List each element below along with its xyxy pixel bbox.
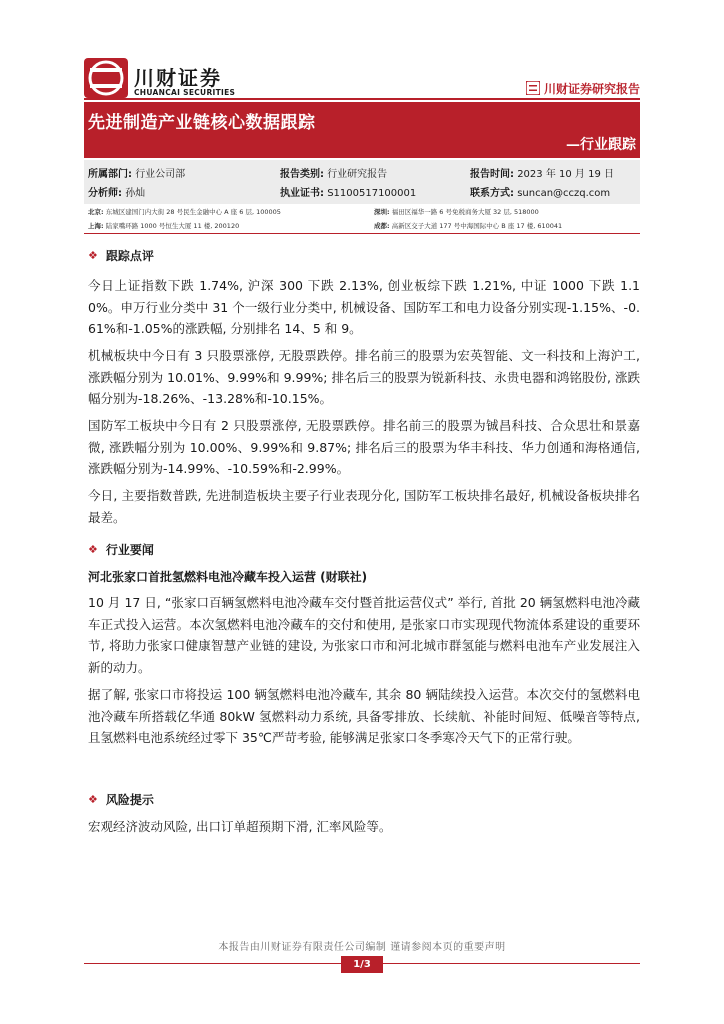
meta-dept: 所属部门: 行业公司部 bbox=[88, 169, 186, 180]
news-paragraph-1: 10 月 17 日, “张家口百辆氢燃料电池冷藏车交付暨首批运营仪式” 举行, 首批 20 辆氢燃料电池冷藏车正式投入运营。本次氢燃料电池冷藏车的交付和使用, 是张家口市实现现代物流体系建设的重要环节, 将助力张家口健康智慧产业链的建设, 为张家口市和河北城市群氢能与燃料电池车产业发展注入新的动力。 bbox=[88, 595, 640, 675]
meta-cert: 执业证书: S1100517100001 bbox=[280, 188, 417, 199]
review-paragraph-4: 今日, 主要指数普跌, 先进制造板块主要子行业表现分化, 国防军工板块排名最好, 机械设备板块排名最差。 bbox=[88, 488, 640, 525]
report-subtitle: —行业跟踪 bbox=[566, 137, 636, 153]
chuancai-logo-icon bbox=[84, 58, 128, 98]
header-divider bbox=[84, 98, 640, 100]
review-paragraph-1: 今日上证指数下跌 1.74%, 沪深 300 下跌 2.13%, 创业板综下跌 1.21%, 中证 1000 下跌 1.10%。申万行业分类中 31 个一级行业分类中, 机械设备、国防军工和电力设备分别实现-1.15%、-0.61%和-1.05%的涨跌幅, 分别排名 14、5 和 9。 bbox=[88, 278, 640, 336]
meta-time: 报告时间: 2023 年 10 月 19 日 bbox=[470, 169, 614, 180]
diamond-icon: ❖ bbox=[88, 543, 98, 556]
page-indicator bbox=[0, 952, 724, 976]
address-shenzhen: 深圳: 福田区福华一路 6 号免税商务大厦 32 层, 518000 bbox=[374, 208, 539, 216]
page-number: 1/3 bbox=[341, 956, 383, 973]
review-paragraph-2: 机械板块中今日有 3 只股票涨停, 无股票跌停。排名前三的股票为宏英智能、文一科技和上海沪工, 涨跌幅分别为 10.01%、9.99%和 9.99%; 排名后三的股票为锐新科技、永贵电器和鸿铭股份, 涨跌幅分别为-18.26%、-13.28%和-10.15%。 bbox=[88, 348, 640, 406]
report-meta bbox=[84, 160, 640, 204]
report-title: 先进制造产业链核心数据跟踪 bbox=[88, 113, 316, 133]
meta-analyst: 分析师: 孙灿 bbox=[88, 188, 146, 199]
address-beijing: 北京: 东城区建国门内大街 28 号民生金融中心 A 座 6 层, 100005 bbox=[88, 208, 281, 216]
meta-contact: 联系方式: suncan@cczq.com bbox=[470, 188, 611, 199]
report-tag-label: 川财证券研究报告 bbox=[543, 81, 640, 96]
news-paragraph-2: 据了解, 张家口市将投运 100 辆氢燃料电池冷藏车, 其余 80 辆陆续投入运营。本次交付的氢燃料电池冷藏车所搭载亿华通 80kW 氢燃料动力系统, 具备零排放、长续航、补能时间短、低噪音等特点, 且氢燃料电池系统经过零下 35℃严苛考验, 能够满足张家口冬季寒冷天气下的正常行驶。 bbox=[88, 687, 640, 745]
section-news-heading: ❖ 行业要闻 bbox=[88, 543, 154, 557]
address-chengdu: 成都: 高新区交子大道 177 号中海国际中心 B 座 17 楼, 610041 bbox=[374, 222, 563, 230]
brand-name-en: CHUANCAI SECURITIES bbox=[134, 88, 236, 97]
address-shanghai: 上海: 陆家嘴环路 1000 号恒生大厦 11 楼, 200120 bbox=[88, 222, 240, 230]
title-banner bbox=[84, 102, 640, 158]
section-review-heading: ❖ 跟踪点评 bbox=[88, 249, 154, 263]
section-risk-heading: ❖ 风险提示 bbox=[88, 793, 154, 807]
meta-type: 报告类别: 行业研究报告 bbox=[280, 169, 388, 180]
news-title: 河北张家口首批氢燃料电池冷藏车投入运营 (财联社) bbox=[88, 570, 368, 584]
office-addresses bbox=[84, 206, 640, 234]
page-header bbox=[84, 56, 640, 104]
diamond-icon: ❖ bbox=[88, 249, 98, 262]
review-paragraph-3: 国防军工板块中今日有 2 只股票涨停, 无股票跌停。排名前三的股票为铖昌科技、合众思壮和景嘉微, 涨跌幅分别为 10.00%、9.99%和 9.87%; 排名后三的股票为华丰科技、华力创通和海格通信, 涨跌幅分别为-14.99%、-10.59%和-2.99%。 bbox=[88, 418, 640, 476]
report-tag bbox=[526, 78, 640, 98]
footer-disclaimer: 本报告由川财证券有限责任公司编制 谨请参阅本页的重要声明 bbox=[218, 942, 506, 953]
mini-logo-icon bbox=[526, 81, 540, 95]
brand-name-cn: 川财证券 bbox=[134, 66, 222, 90]
diamond-icon: ❖ bbox=[88, 793, 98, 806]
risk-paragraph: 宏观经济波动风险, 出口订单超预期下滑, 汇率风险等。 bbox=[88, 819, 392, 834]
